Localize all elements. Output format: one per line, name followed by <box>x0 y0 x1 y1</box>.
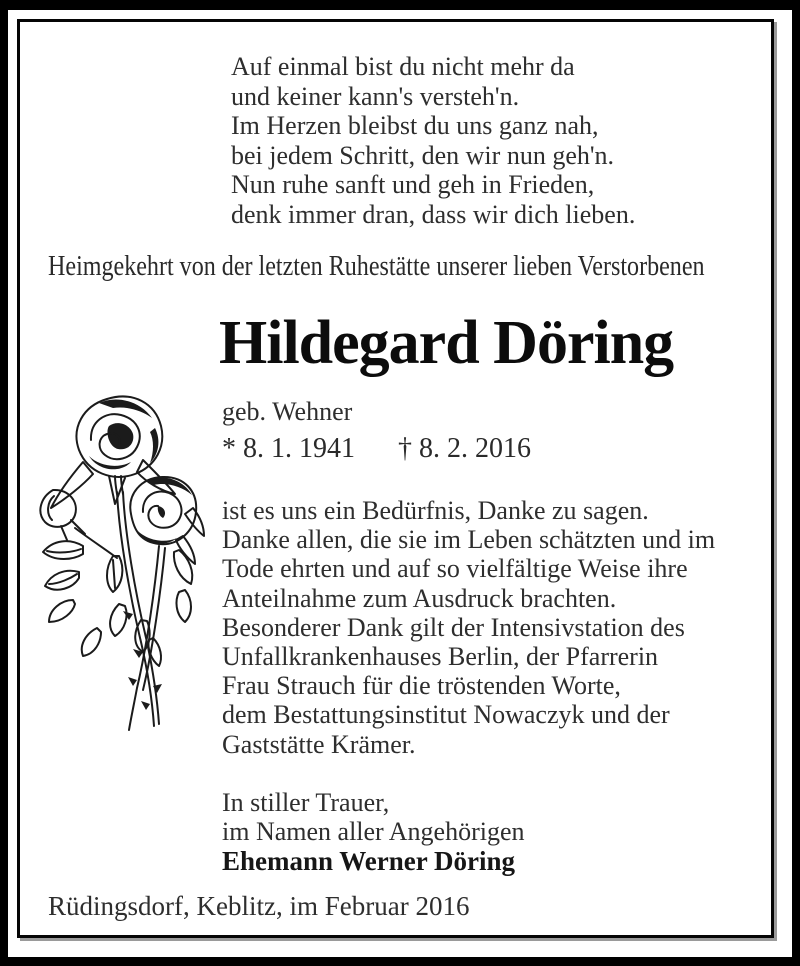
closing-block <box>222 788 525 876</box>
place-date-line: Rüdingsdorf, Keblitz, im Februar 2016 <box>48 891 470 921</box>
poem-line: Nun ruhe sanft und geh in Frieden, <box>231 170 595 200</box>
life-dates <box>222 433 531 465</box>
intro-line: Heimgekehrt von der letzten Ruhestätte unserer lieben Verstorbenen <box>48 250 705 282</box>
thanks-line: Danke allen, die sie im Leben schätzten und im <box>222 525 716 555</box>
thanks-line: Unfallkrankenhauses Berlin, der Pfarrerin <box>222 642 659 672</box>
closing-line: im Namen aller Angehörigen <box>222 817 525 847</box>
roses-illustration <box>33 388 205 736</box>
poem-line: und keiner kann's versteh'n. <box>231 81 520 111</box>
birth-date: * 8. 1. 1941 <box>222 433 355 464</box>
thanks-line: Frau Strauch für die tröstenden Worte, <box>222 671 621 701</box>
thanks-line: ist es uns ein Bedürfnis, Danke zu sagen. <box>222 496 649 525</box>
thanks-line: Gaststätte Krämer. <box>222 729 416 759</box>
poem-line: Auf einmal bist du nicht mehr da <box>231 52 575 81</box>
poem-line: bei jedem Schritt, den wir nun geh'n. <box>231 140 615 170</box>
thanks-line: Tode ehrten und auf so vielfältige Weise ihre <box>222 554 688 584</box>
thanks-line: dem Bestattungsinstitut Nowaczyk und der <box>222 700 670 730</box>
death-date: † 8. 2. 2016 <box>398 433 531 464</box>
signature: Ehemann Werner Döring <box>222 845 516 876</box>
thanks-text <box>222 496 715 759</box>
thanks-line: Besonderer Dank gilt der Intensivstation des <box>222 612 685 642</box>
rose-shading <box>89 399 192 710</box>
closing-line: In stiller Trauer, <box>222 788 390 817</box>
poem-line: Im Herzen bleibst du uns ganz nah, <box>231 111 599 141</box>
memorial-poem <box>231 52 635 230</box>
deceased-name: Hildegard Döring <box>219 309 674 377</box>
maiden-name: geb. Wehner <box>222 397 353 426</box>
poem-line: denk immer dran, dass wir dich lieben. <box>231 199 636 229</box>
thanks-line: Anteilnahme zum Ausdruck brachten. <box>222 583 617 613</box>
